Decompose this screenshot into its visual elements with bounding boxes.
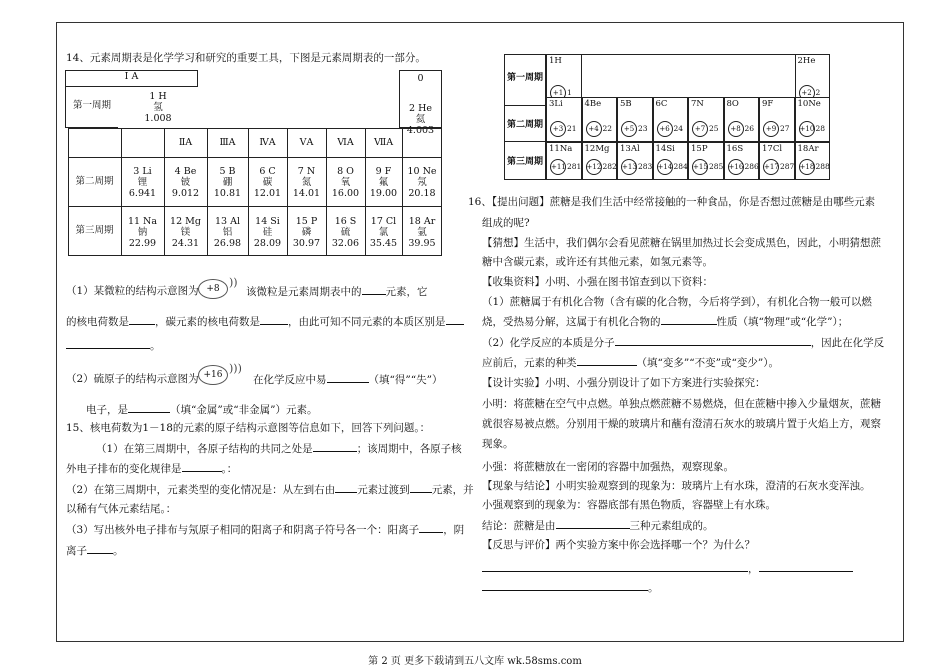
q16-l17: 结论：蔗糖是由 三种元素组成的。	[482, 520, 714, 532]
nucleus-icon: +4	[586, 121, 602, 137]
element-cell: 13 Al 铝 26.98	[213, 215, 242, 249]
electron-shells: 287	[780, 162, 795, 171]
q14-p1-line1b: 该微粒是元素周期表中的 元素，它	[246, 286, 428, 298]
q16-l20: 。	[482, 580, 659, 595]
oxygen-ion-diagram: +8	[198, 279, 228, 299]
q15-s3-line1: （3）写出核外电子排布与氖原子相同的阳离子和阴离子符号各一个：阳离子 ，阴	[66, 524, 465, 536]
element-cell: 9 F 氟 19.00	[369, 165, 398, 199]
answer-blank[interactable]	[419, 522, 443, 533]
nucleus-icon: +7	[692, 121, 708, 137]
electron-shells: 22	[602, 124, 613, 133]
electron-shells: 28	[815, 124, 826, 133]
q14-p1-line3: 。	[66, 338, 161, 353]
nucleus-icon: +2	[799, 85, 815, 101]
q16-l5: 【收集资料】小明、小强在图书馆查到以下资料：	[482, 276, 713, 288]
answer-blank[interactable]	[446, 314, 464, 325]
element-symbol: 2He	[797, 56, 816, 66]
atom-cell	[617, 97, 653, 142]
answer-blank[interactable]	[128, 402, 170, 413]
nucleus-icon: +18	[799, 159, 815, 175]
q16-l12: 就很容易被点燃。分别用干燥的玻璃片和蘸有澄清石灰水的玻璃片置于火焰上方，观察	[482, 418, 881, 430]
group-3a: ⅢA	[219, 137, 236, 148]
q16-l9: 应前后，元素的种类 （填“变多”“不变”或“变少”）。	[482, 357, 779, 369]
rt-period1-label: 第一周期	[506, 73, 543, 83]
electron-shells: 286	[744, 162, 759, 171]
element-cell: 10 Ne 氖 20.18	[407, 165, 437, 199]
atom-cell	[546, 142, 582, 180]
q16-l10: 【设计实验】小明、小强分别设计了如下方案进行实验探究：	[482, 377, 766, 389]
element-symbol: 8O	[726, 99, 739, 109]
q14-p2-line1b: 在化学反应中易 （填“得”“失”）	[253, 374, 443, 386]
element-symbol: 7N	[691, 99, 704, 109]
element-cell: 3 Li 锂 6.941	[128, 165, 157, 199]
element-cell: 5 B 硼 10.81	[213, 165, 242, 199]
nucleus-icon: +9	[763, 121, 779, 137]
answer-blank[interactable]	[66, 338, 150, 349]
atom-cell	[795, 142, 831, 180]
q15-s1-line2: 外电子排布的变化规律是 。：	[66, 463, 238, 475]
element-symbol: 12Mg	[584, 144, 610, 154]
q15-intro: 15、核电荷数为1－18的元素的原子结构示意图等信息如下，回答下列问题。：	[66, 422, 431, 434]
element-cell: 16 S 硫 32.06	[331, 215, 360, 249]
group-6a: ⅥA	[337, 137, 354, 148]
q16-l3: 【猜想】生活中，我们偶尔会看见蔗糖在锅里加热过长会变成黑色，因此，小明猜想蔗	[482, 237, 881, 249]
element-symbol: 4Be	[584, 99, 602, 109]
atom-cell	[688, 142, 724, 180]
element-cell: 12 Mg 镁 24.31	[170, 215, 201, 249]
element-symbol: 14Si	[655, 144, 675, 154]
q16-l18: 【反思与评价】两个实验方案中你会选择哪一个？为什么？	[482, 539, 755, 551]
q15-s2-line2: 以稀有气体元素结尾。：	[66, 503, 177, 515]
electron-shells: 2	[815, 88, 821, 97]
period1-label: 第一周期	[72, 100, 111, 111]
element-symbol: 5B	[620, 99, 632, 109]
rt-period3-label: 第三周期	[506, 157, 543, 167]
rt-period2-label: 第二周期	[506, 120, 543, 130]
element-cell: 15 P 磷 30.97	[292, 215, 321, 249]
answer-blank[interactable]	[482, 561, 748, 572]
nucleus-icon: +13	[621, 159, 637, 175]
element-symbol: 1H	[549, 56, 562, 66]
element-symbol: 6C	[655, 99, 668, 109]
electron-shells: 23	[638, 124, 648, 133]
answer-blank[interactable]	[615, 335, 811, 346]
answer-blank[interactable]	[129, 314, 155, 325]
answer-blank[interactable]	[327, 372, 369, 383]
group-5a: ⅤA	[299, 137, 314, 148]
electron-shells: 284	[673, 162, 688, 171]
element-cell-he: 2 He 氦 4.003	[406, 102, 435, 136]
nucleus-icon: +17	[763, 159, 779, 175]
nucleus-icon: +15	[692, 159, 708, 175]
atom-cell	[759, 142, 795, 180]
element-symbol: 3Li	[549, 99, 563, 109]
electron-shells: 25	[709, 124, 719, 133]
nucleus-icon: +16	[728, 159, 744, 175]
electron-shells: 27	[780, 124, 790, 133]
q14-p2-line2: 电子，是 （填“金属”或“非金属”）元素。	[86, 404, 318, 416]
q16-l4: 糖中含碳元素，或许还有其他元素，如氢元素等。	[482, 256, 713, 268]
period2-label: 第二周期	[75, 176, 114, 187]
q14-intro: 14、元素周期表是化学学习和研究的重要工具，下图是元素周期表的一部分。	[66, 52, 426, 64]
element-symbol: 15P	[691, 144, 708, 154]
element-symbol: 11Na	[549, 144, 573, 154]
atom-cell	[724, 142, 760, 180]
element-cell-h: 1 H 氢 1.008	[118, 87, 198, 128]
element-symbol: 13Al	[620, 144, 640, 154]
atom-cell	[546, 97, 582, 142]
q16-l16: 小强观察到的现象为：容器底部有黑色物质，容器壁上有水珠。	[482, 499, 776, 511]
nucleus-icon: +11	[550, 159, 566, 175]
nucleus-icon: +10	[799, 121, 815, 137]
q16-l1: 16、【提出问题】蔗糖是我们生活中经常接触的一种食品，你是否想过蔗糖是由哪些元素	[468, 196, 876, 208]
nucleus-icon: +1	[550, 85, 566, 101]
element-cell: 8 O 氧 16.00	[331, 165, 360, 199]
q15-s1-line1: （1）在第三周期中，各原子结构的共同之处是 ；该周期中，各原子核	[96, 443, 462, 455]
sulfur-atom-diagram: +16	[198, 365, 228, 385]
element-cell: 14 Si 硅 28.09	[253, 215, 282, 249]
group-1a-header: Ⅰ A	[65, 71, 198, 87]
atom-cell	[759, 97, 795, 142]
element-symbol: 9F	[762, 99, 774, 109]
element-symbol: 17Cl	[762, 144, 783, 154]
answer-blank[interactable]	[362, 284, 386, 295]
answer-blank[interactable]	[410, 482, 432, 493]
nucleus-icon: +5	[621, 121, 637, 137]
atom-cell	[617, 142, 653, 180]
electron-shells: 26	[744, 124, 755, 133]
electron-shells: 281	[567, 162, 582, 171]
group-4a: ⅣA	[259, 137, 276, 148]
q16-l6: （1）蔗糖属于有机化合物（含有碳的化合物，今后将学到），有机化合物一般可以燃	[482, 296, 872, 308]
q14-p1-line1: （1）某微粒的结构示意图为	[66, 285, 199, 297]
element-cell: 18 Ar 氩 39.95	[408, 215, 436, 249]
atom-cell	[688, 97, 724, 142]
period3-label: 第三周期	[75, 225, 114, 236]
nucleus-icon: +12	[586, 159, 602, 175]
nucleus-icon: +3	[550, 121, 566, 137]
atom-cell	[795, 97, 831, 142]
electron-shells: 283	[638, 162, 653, 171]
atom-cell	[582, 97, 618, 142]
electron-shells: 1	[567, 88, 572, 97]
element-symbol: 16S	[726, 144, 744, 154]
element-cell: 7 N 氮 14.01	[292, 165, 321, 199]
element-symbol: 10Ne	[797, 99, 821, 109]
q16-l8: （2）化学反应的本质是分子 ，因此在化学反	[482, 337, 885, 349]
answer-blank[interactable]	[335, 482, 357, 493]
q15-s2-line1: （2）在第三周期中，元素类型的变化情况是：从左到右由 元素过渡到 元素，并	[66, 484, 474, 496]
electron-shells: 282	[602, 162, 617, 171]
q16-l19: ，	[482, 561, 853, 576]
q16-l7: 烧，受热易分解，这属于有机化合物的 性质（填“物理”或“化学”）；	[482, 316, 849, 328]
nucleus-icon: +8	[728, 121, 744, 137]
nucleus-icon: +6	[657, 121, 673, 137]
q16-l13: 现象。	[482, 438, 514, 450]
answer-blank[interactable]	[182, 461, 222, 472]
electron-shells: 285	[709, 162, 724, 171]
answer-blank[interactable]	[260, 314, 288, 325]
group-7a: ⅦA	[373, 137, 394, 148]
q16-l2: 组成的呢?	[482, 217, 530, 229]
q16-l15: 【现象与结论】小明实验观察到的现象为：玻璃片上有水珠，澄清的石灰水变浑浊。	[482, 480, 871, 492]
answer-blank[interactable]	[87, 543, 113, 554]
atom-cell	[582, 142, 618, 180]
element-cell: 17 Cl 氯 35.45	[369, 215, 398, 249]
atom-cell	[653, 142, 689, 180]
atom-cell	[653, 97, 689, 142]
answer-blank[interactable]	[577, 355, 637, 366]
atom-cell	[724, 97, 760, 142]
answer-blank[interactable]	[482, 580, 648, 591]
answer-blank[interactable]	[313, 441, 357, 452]
element-cell: 6 C 碳 12.01	[253, 165, 282, 199]
q16-l14: 小强：将蔗糖放在一密闭的容器中加强热，观察现象。	[482, 461, 734, 473]
element-cell: 11 Na 钠 22.99	[127, 215, 158, 249]
element-symbol: 18Ar	[797, 144, 819, 154]
answer-blank[interactable]	[759, 561, 853, 572]
q14-p1-line2: 的核电荷数是 ，碳元素的核电荷数是 ，由此可知不同元素的本质区别是	[66, 314, 464, 329]
electron-shells: 21	[567, 124, 577, 133]
electron-shells: 288	[815, 162, 830, 171]
answer-blank[interactable]	[556, 518, 630, 529]
element-cell: 4 Be 铍 9.012	[171, 165, 200, 199]
shell-arcs-icon: ))	[229, 276, 238, 289]
nucleus-icon: +14	[657, 159, 673, 175]
q16-l11: 小明：将蔗糖在空气中点燃。单独点燃蔗糖不易燃烧，但在蔗糖中掺入少量烟灰，蔗糖	[482, 398, 881, 410]
page-footer: 第 2 页 更多下载请到五八文库 wk.58sms.com	[368, 656, 582, 667]
shell-arcs-icon: )))	[229, 362, 242, 375]
q15-s3-line2: 离子 。	[66, 545, 124, 557]
group-2a: ⅡA	[178, 137, 193, 148]
group-0-header: 0	[417, 73, 424, 84]
electron-shells: 24	[673, 124, 684, 133]
answer-blank[interactable]	[661, 314, 717, 325]
q14-p2-line1: （2）硫原子的结构示意图为	[66, 373, 199, 385]
